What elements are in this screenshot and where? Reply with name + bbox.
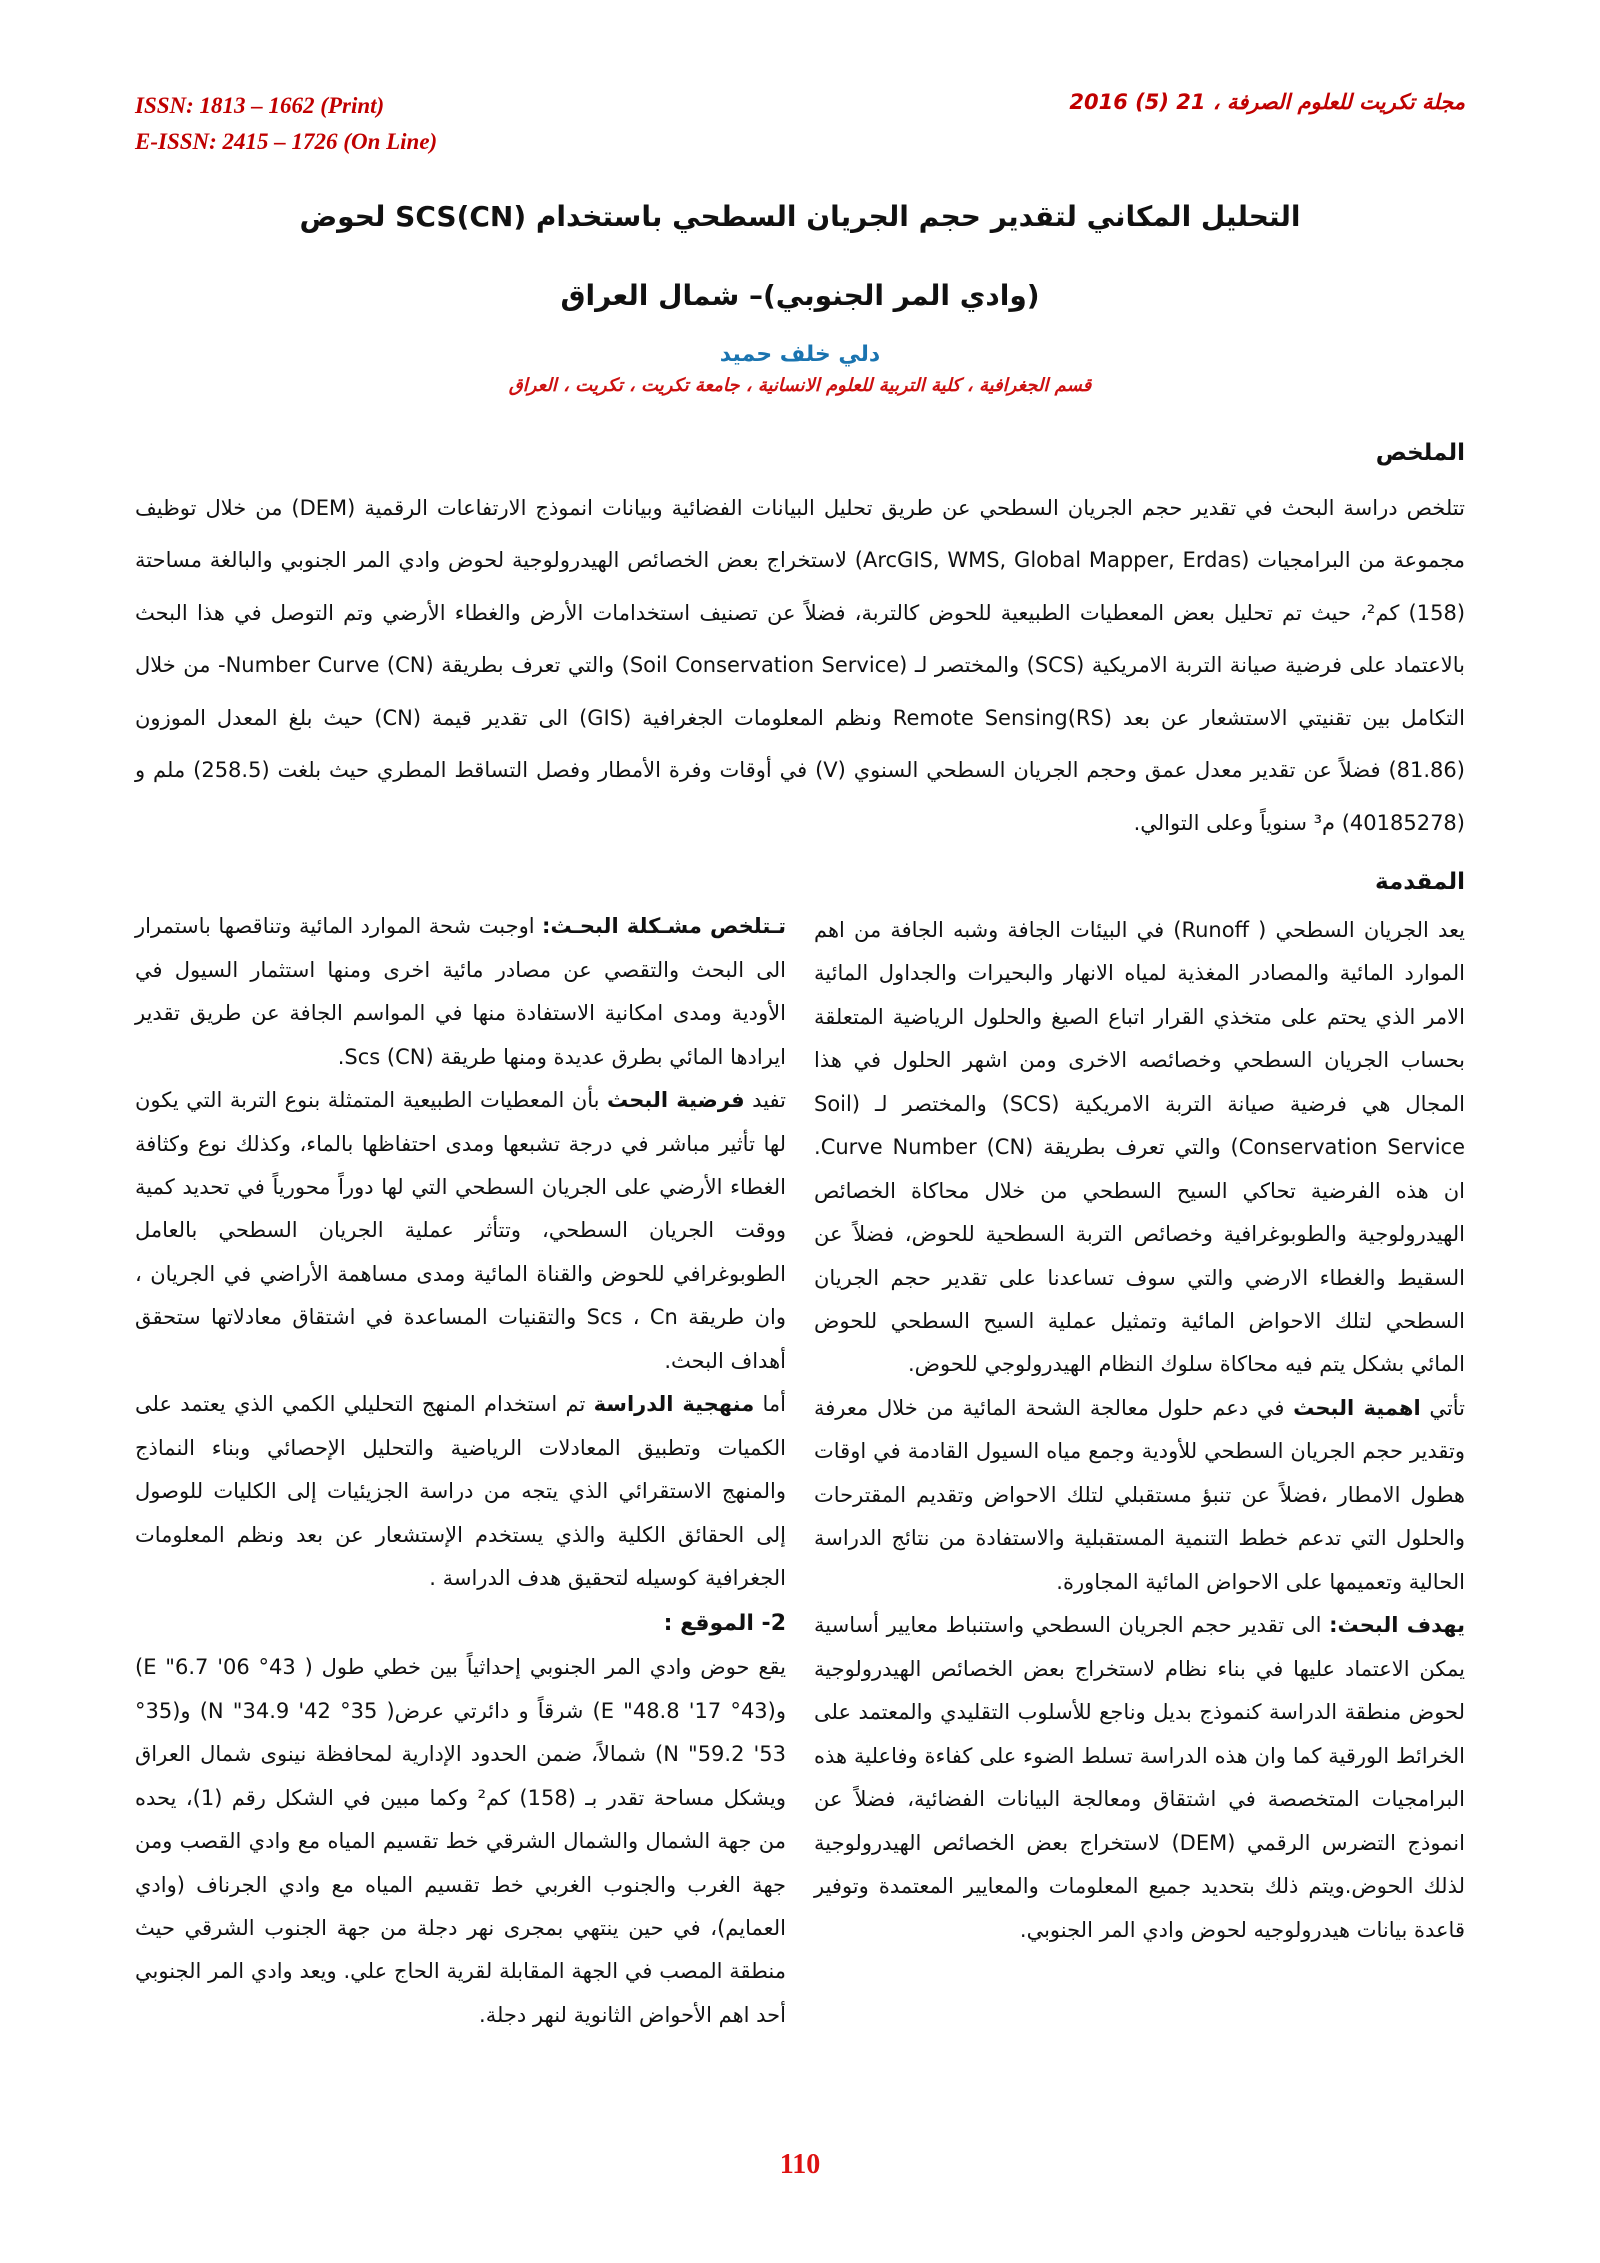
column-left [135,859,786,2037]
paragraph-text: أما [754,1392,786,1417]
paragraph-research-importance [814,1387,1465,1604]
paragraph-text: تم استخدام المنهج التحليلي الكمي الذي يعتمد على الكميات وتطبيق المعادلات الرياضية والتحليل الإحصائي وبناء النماذج والمنهج الاستقرائي الذي يتجه من دراسة الجزيئيات إلى الكليات للوصول إلى الحقائق الكلية والذي يستخدم الإستشعار عن بعد ونظم المعلومات الجغرافية كوسيله لتحقيق هدف الدراسة . [135,1392,786,1591]
paragraph-research-problem [135,905,786,1079]
paragraph-bold-phrase: فرضية البحث [607,1088,745,1113]
abstract-heading: الملخص [1375,439,1465,466]
paragraph-bold-phrase: تـتلخص مشـكلة البحـث: [542,914,786,939]
paragraph-bold-phrase: يهدف البحث: [1329,1613,1465,1638]
author-name: دلي خلف حميد [719,341,881,367]
author-affiliation: قسم الجغرافية ، كلية التربية للعلوم الانسانية ، جامعة تكريت ، تكريت ، العراق [508,374,1092,396]
introduction-heading: المقدمة [1375,869,1465,896]
paragraph-text: يعد الجريان السطحي ( Runoff) في البيئات الجافة وشبه الجافة من اهم الموارد المائية والمصادر المغذية لمياه الانهار والبحيرات والجداول المائية الامر الذي يحتم على متخذي القرار اتباع الصيغ والحلول الرياضية المتعلقة بحساب الجريان السطحي وخصائصه الاخرى ومن اشهر الحلول في هذا المجال هي فرضية صيانة التربة الامريكية (SCS) والمختصر لـ (Soil Conservation Service) والتي تعرف بطريقة Curve Number (CN). ان هذه الفرضية تحاكي السيح السطحي من خلال محاكاة الخصائص الهيدرولوجية والطوبوغرافية وخصائص التربة السطحية للحوض، فضلاً عن السقيط والغطاء الارضي والتي سوف تساعدنا على تقدير حجم الجريان السطحي لتلك الاحواض المائية وتمثيل عملية السيح السطحي للحوض المائي بشكل يتم فيه محاكاة سلوك النظام الهيدرولوجي للحوض. [814,917,1466,1377]
issn-print: ISSN: 1813 – 1662 (Print) [135,93,385,118]
location-section-heading: 2- الموقع : [663,1610,786,1636]
paragraph-text: تأتي [1420,1395,1465,1420]
paper-title-line2: (وادي المر الجنوبي)– شمال العراق [560,279,1040,313]
page-number: 110 [779,2149,821,2180]
paragraph-introduction [814,909,1465,1387]
paragraph-bold-phrase: منهجية الدراسة [593,1392,755,1417]
paragraph-text: بأن المعطيات الطبيعية المتمثلة بنوع التربة التي يكون لها تأثير مباشر في درجة تشبعها ومدى احتفاظها بالماء، وكذلك نوع وكثافة الغطاء الأرضي على الجريان السطحي التي لها دوراً محورياً في تحديد كمية ووقت الجريان السطحي، وتتأثر عملية الجريان السطحي بالعامل الطوبوغرافي للحوض والقناة المائية ومدى مساهمة الأراضي في الجريان ، وان طريقة Scs ، Cn والتقنيات المساعدة في اشتقاق معادلاتها ستحقق أهداف البحث. [135,1088,786,1373]
paragraph-text: اوجبت شحة الموارد المائية وتناقصها باستمرار الى البحث والتقصي عن مصادر مائية اخرى ومنها استثمار السيول في الأودية ومدى امكانية الاستفادة منها في المواسم الجافة عن طريق تقدير ايرادها المائي بطرق عديدة ومنها طريقة (CN) Scs. [135,914,786,1069]
paragraph-location [135,1646,786,2037]
paragraph-research-objective [814,1604,1465,1952]
abstract-section [135,440,1465,850]
paragraph-methodology [135,1383,786,1600]
column-right [814,859,1465,2037]
paragraph-text: الى تقدير حجم الجريان السطحي واستنباط معايير أساسية يمكن الاعتماد عليها في بناء نظام لاستخراج بعض الخصائص الهيدرولوجية لحوض منطقة الدراسة كنموذج بديل وناجع للأسلوب التقليدي والمعتمد على الخرائط الورقية كما وان هذه الدراسة تسلط الضوء على كفاءة وفاعلية هذه البرامجيات المتخصصة في اشتقاق ومعالجة البيانات الفضائية، فضلاً عن انموذج التضرس الرقمي (DEM) لاستخراج بعض الخصائص الهيدرولوجية لذلك الحوض.ويتم ذلك بتحديد جميع المعلومات والمعايير المعتمدة وتوفير قاعدة بيانات هيدرولوجيه لحوض وادي المر الجنوبي. [814,1613,1465,1942]
abstract-text: تتلخص دراسة البحث في تقدير حجم الجريان السطحي عن طريق تحليل البيانات الفضائية وبيانات انموذج الارتفاعات الرقمية (DEM) من خلال توظيف مجموعة من البرامجيات (ArcGIS, WMS, Global Mapper, Erdas) لاستخراج بعض الخصائص الهيدرولوجية لحوض وادي المر الجنوبي والبالغة مساحتة (158) كم²، حيث تم تحليل بعض المعطيات الطبيعية للحوض كالتربة، فضلاً عن تصنيف استخدامات الأرض والغطاء الأرضي وتم التوصل في هذا البحث بالاعتماد على فرضية صيانة التربة الامريكية (SCS) والمختصر لـ (Soil Conservation Service) والتي تعرف بطريقة Number Curve (CN)- من خلال التكامل بين تقنيتي الاستشعار عن بعد Remote Sensing(RS) ونظم المعلومات الجغرافية (GIS) الى تقدير قيمة (CN) حيث بلغ المعدل الموزون (81.86) فضلاً عن تقدير معدل عمق وحجم الجريان السطحي السنوي (V) في أوقات وفرة الأمطار وفصل التساقط المطري حيث بلغت (258.5) ملم و (40185278) م³ سنوياً وعلى التوالي. [135,495,1466,835]
body-columns [135,859,1465,2037]
issn-block [135,88,437,159]
page-header [135,88,1465,159]
issn-online: E-ISSN: 2415 – 1726 (On Line) [135,128,438,154]
title-block [135,197,1465,395]
paragraph-text: في دعم حلول معالجة الشحة المائية من خلال معرفة وتقدير حجم الجريان السطحي للأودية وجمع مياه السيول القادمة في اوقات هطول الامطار ،فضلاً عن تنبؤ مستقبلي لتلك الاحواض وتقديم المقترحات والحلول التي تدعم خطط التنمية المستقبلية والاستفادة من نتائج الدراسة الحالية وتعميمها على الاحواض المائية المجاورة. [814,1395,1465,1594]
paragraph-research-hypothesis [135,1079,786,1383]
journal-name: مجلة تكريت للعلوم الصرفة ، 21 (5) 2016 [1069,90,1465,114]
paragraph-text: تفيد [744,1088,786,1113]
paper-title-line1: التحليل المكاني لتقدير حجم الجريان السطحي باستخدام SCS(CN) لحوض [299,200,1301,234]
paragraph-text: يقع حوض وادي المر الجنوبي إحداثياً بين خطي طول ( 43° 06' 6.7" E) و(43° 17' 48.8" E) شرقاً و دائرتي عرض( 35° 42' 34.9" N) و(35° 53' 59.2" N) شمالاً، ضمن الحدود الإدارية لمحافظة نينوى شمال العراق ويشكل مساحة تقدر بـ (158) كم² وكما مبين في الشكل رقم (1)، يحده من جهة الشمال والشمال الشرقي خط تقسيم المياه مع وادي القصب ومن جهة الغرب والجنوب الغربي خط تقسيم المياه مع وادي الجرناف (وادي العمايم)، في حين ينتهي بمجرى نهر دجلة من جهة الجنوب الشرقي حيث منطقة المصب في الجهة المقابلة لقرية الحاج علي. ويعد وادي المر الجنوبي أحد اهم الأحواض الثانوية لنهر دجلة. [135,1655,787,2027]
paragraph-bold-phrase: اهمية البحث [1293,1395,1421,1420]
